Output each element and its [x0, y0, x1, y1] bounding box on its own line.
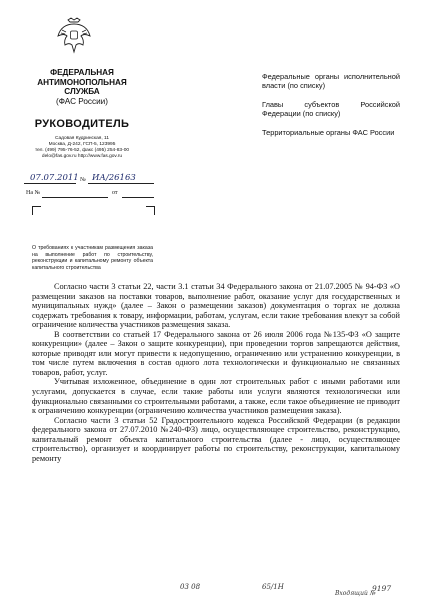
coat-of-arms-emblem	[56, 16, 92, 56]
org-line-3: СЛУЖБА	[64, 87, 100, 97]
recipients-block	[262, 72, 400, 137]
reference-line	[24, 188, 152, 200]
registration-line	[24, 174, 152, 186]
sender-title: РУКОВОДИТЕЛЬ	[34, 118, 130, 130]
address-line-2: Москва, Д-242, ГСП-5, 123995	[48, 142, 116, 147]
stamp-date-mark: 03 08	[180, 583, 201, 591]
date-underline	[24, 183, 76, 184]
letter-subject: О требованиях к участникам размещения заказа на выполнение работ по строительству, реконструкции и капитальному ремонту объекта капитального строительства	[32, 245, 153, 271]
recipient-2: Главы субъектов Российской Федерации (по списку)	[262, 99, 400, 119]
corner-mark-left	[32, 206, 41, 215]
registration-date: 07.07.2011	[30, 173, 79, 183]
number-underline	[88, 183, 154, 184]
sender-organization	[22, 68, 142, 106]
address-line-3: тел. (499) 795-76-52, факс (495) 254-83-00	[34, 148, 130, 153]
reference-underline	[42, 197, 108, 198]
from-label: от	[112, 190, 118, 196]
incoming-label: Входящий №	[335, 590, 376, 597]
body-paragraph-2: В соответствии со статьей 17 Федерального закона от 26 июля 2006 года №135-ФЗ «О защите конкуренции» (далее – Закон о защите конкуренции), при проведении торгов запрещаются действия, которые приводят или могут привести к недопущению, ограничению или устранению конкуренции, в том числе путем включения в состав одного лота технологически и функционально не связанных товаров, работ, услуг.	[32, 329, 400, 377]
address-line-1: Садовая Кудринская, 11	[54, 136, 110, 141]
sender-address	[22, 136, 142, 160]
recipient-1: Федеральные органы исполнительной власти (по списку)	[262, 72, 400, 91]
registration-number: ИА/26163	[92, 173, 136, 183]
number-prefix: №	[80, 177, 86, 183]
reference-label: На №	[26, 190, 41, 196]
body-paragraph-3: Учитывая изложенное, объединение в один лот строительных работ с иными работами или услугами, допускается в случае, если такие работы или услуги являются технологически или функционально связанными со строительными работами, а также, если такое объединение не приводит к ограничению конкуренции (ограничению количества участников размещения заказа).	[32, 377, 400, 416]
letter-body	[32, 282, 400, 463]
org-abbreviation: (ФАС России)	[56, 96, 108, 106]
incoming-number: 9197	[372, 584, 392, 593]
stamp-folio: 65/1Н	[262, 583, 284, 591]
address-line-4: delo@fas.gov.ru http://www.fas.gov.ru	[41, 154, 123, 159]
corner-mark-right	[146, 206, 155, 215]
body-paragraph-1: Согласно части 3 статьи 22, части 3.1 статьи 34 Федерального закона от 21.07.2005 № 94-ФЗ «О размещении заказов на поставки товаров, выполнение работ, оказание услуг для государственных и муниципальных нужд» (далее – Закон о размещении заказов) документация о торгах не должна содержать требования к товару, информации, работам, услугам, если такие требования влекут за собой ограничение количества участников размещения заказа.	[32, 282, 400, 330]
body-paragraph-4: Согласно части 3 статьи 52 Градостроительного кодекса Российской Федерации (в редакции федерального закона от 27.07.2010 №240-ФЗ) лицо, осуществляющее строительство, реконструкцию, капитальный ремонт объекта капитального строительства (далее - лицо, осуществляющее строительство), организует и координирует работы по строительству, реконструкции, капитальному ремонту	[32, 415, 400, 463]
from-underline	[122, 197, 154, 198]
org-line-1: ФЕДЕРАЛЬНАЯ	[50, 68, 114, 77]
recipient-3: Территориальные органы ФАС России	[262, 127, 395, 137]
org-line-2: АНТИМОНОПОЛЬНАЯ	[37, 77, 127, 87]
